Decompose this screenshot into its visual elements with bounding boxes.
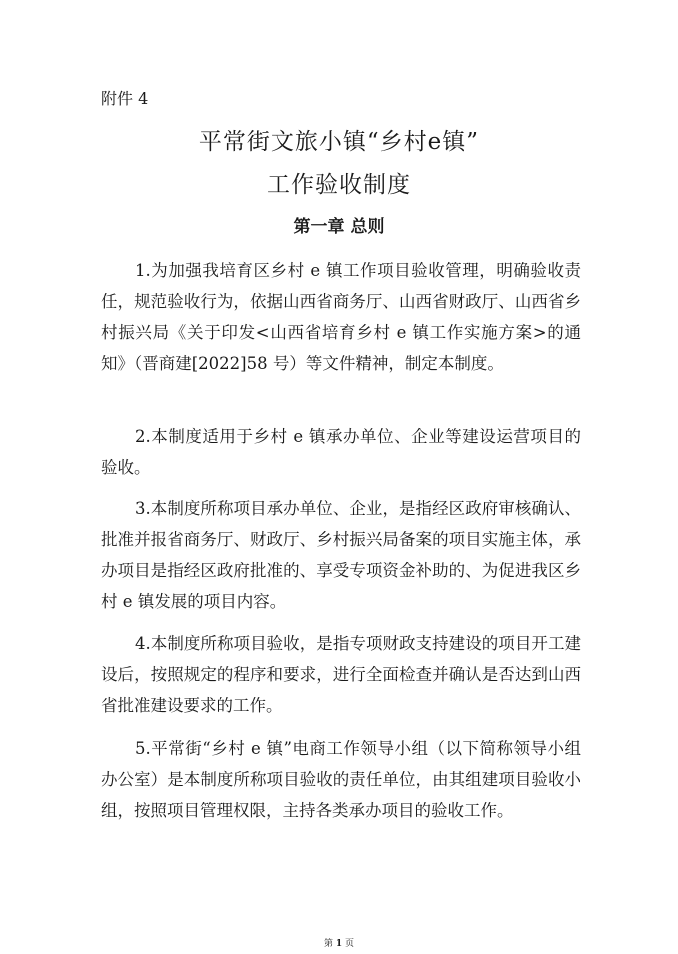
paragraph-3: 3.本制度所称项目承办单位、企业，是指经区政府审核确认、批准并报省商务厅、财政厅、乡村振兴局备案的项目实施主体，承办项目是指经区政府批准的、享受专项资金补助的、为促进我区乡村 e 镇发展的项目内容。 <box>101 499 581 611</box>
paragraph-4: 4.本制度所称项目验收，是指专项财政支持建设的项目开工建设后，按照规定的程序和要求，进行全面检查并确认是否达到山西省批准建设要求的工作。 <box>101 634 581 715</box>
document-subtitle: 工作验收制度 <box>267 172 411 198</box>
footer-suffix: 页 <box>345 939 355 949</box>
paragraph-2: 2.本制度适用于乡村 e 镇承办单位、企业等建设运营项目的验收。 <box>101 427 581 477</box>
footer-prefix: 第 <box>323 939 333 949</box>
chapter-heading: 第一章 总则 <box>293 217 385 237</box>
paragraph-5: 5.平常街“乡村 e 镇”电商工作领导小组（以下简称领导小组办公室）是本制度所称项目验收的责任单位，由其组建项目验收小组，按照项目管理权限，主持各类承办项目的验收工作。 <box>101 739 581 820</box>
document-title: 平常街文旅小镇“乡村e镇” <box>198 129 480 155</box>
page-footer <box>0 938 678 950</box>
page-number: 1 <box>335 939 343 949</box>
paragraph-1: 1.为加强我培育区乡村 e 镇工作项目验收管理，明确验收责任，规范验收行为，依据山西省商务厅、山西省财政厅、山西省乡村振兴局《关于印发<山西省培育乡村 e 镇工作实施方案>的通知》（晋商建[2022]58 号）等文件精神，制定本制度。 <box>101 261 581 373</box>
attachment-label: 附件 4 <box>101 89 149 108</box>
